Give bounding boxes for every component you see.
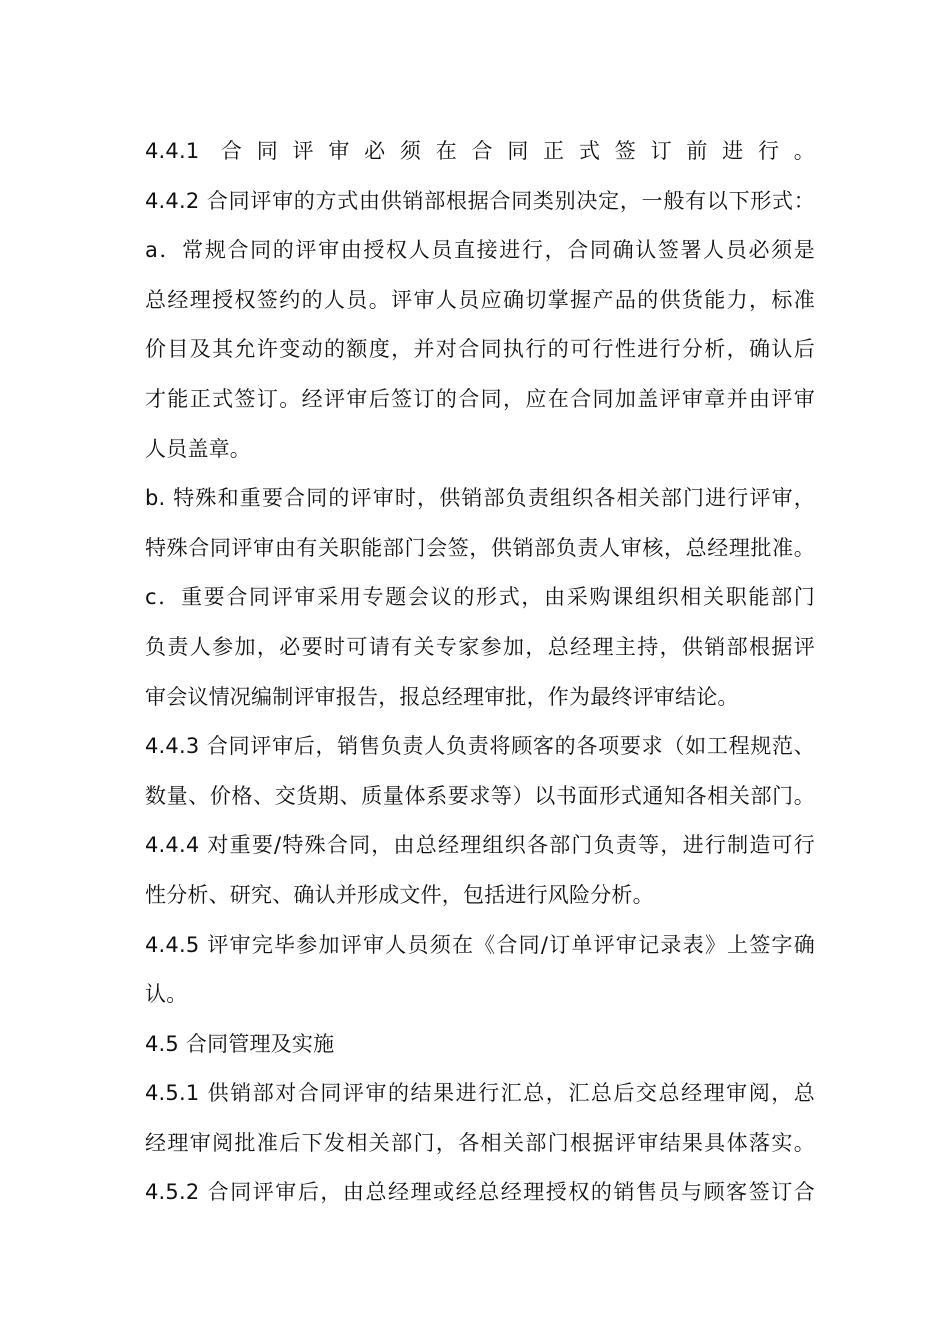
text-line-4-4-4-1: 4.4.4 对重要/特殊合同，由总经理组织各部门负责等，进行制造可行 bbox=[145, 833, 815, 858]
text-line-item-b-2: 特殊合同评审由有关职能部门会签，供销部负责人审核，总经理批准。 bbox=[145, 535, 815, 560]
text-line-4-4-2: 4.4.2 合同评审的方式由供销部根据合同类别决定，一般有以下形式： bbox=[145, 188, 815, 213]
text-line-item-c-1: c．重要合同评审采用专题会议的形式，由采购课组织相关职能部门 bbox=[145, 585, 815, 610]
text-line-item-b-1: b. 特殊和重要合同的评审时，供销部负责组织各相关部门进行评审， bbox=[145, 486, 815, 511]
text-line-4-4-3-1: 4.4.3 合同评审后，销售负责人负责将顾客的各项要求（如工程规范、 bbox=[145, 734, 815, 759]
text-line-4-4-4-2: 性分析、研究、确认并形成文件，包括进行风险分析。 bbox=[145, 882, 654, 907]
text-line-4-4-1: 4.4.1 合同评审必须在合同正式签订前进行。 bbox=[145, 139, 815, 163]
text-line-4-4-5-2: 认。 bbox=[145, 982, 188, 1007]
section-heading-4-5: 4.5 合同管理及实施 bbox=[145, 1031, 335, 1056]
text-line-4-5-2-1: 4.5.2 合同评审后，由总经理或经总经理授权的销售员与顾客签订合 bbox=[145, 1180, 815, 1205]
text-line-4-5-1-1: 4.5.1 供销部对合同评审的结果进行汇总，汇总后交总经理审阅，总 bbox=[145, 1081, 815, 1106]
text-line-4-4-3-2: 数量、价格、交货期、质量体系要求等）以书面形式通知各相关部门。 bbox=[145, 783, 815, 808]
document-body bbox=[145, 127, 815, 1218]
text-line-item-c-2: 负责人参加，必要时可请有关专家参加，总经理主持，供销部根据评 bbox=[145, 634, 815, 659]
text-line-item-a-5: 人员盖章。 bbox=[145, 436, 251, 461]
text-line-item-a-4: 才能正式签订。经评审后签订的合同，应在合同加盖评审章并由评审 bbox=[145, 386, 815, 411]
text-line-4-5-1-2: 经理审阅批准后下发相关部门，各相关部门根据评审结果具体落实。 bbox=[145, 1130, 815, 1155]
text-line-item-a-1: a．常规合同的评审由授权人员直接进行，合同确认签署人员必须是 bbox=[145, 238, 815, 263]
text-line-item-c-3: 审会议情况编制评审报告，报总经理审批，作为最终评审结论。 bbox=[145, 684, 739, 709]
text-line-item-a-3: 价目及其允许变动的额度，并对合同执行的可行性进行分析，确认后 bbox=[145, 337, 815, 362]
text-line-item-a-2: 总经理授权签约的人员。评审人员应确切掌握产品的供货能力，标准 bbox=[145, 287, 815, 312]
text-line-4-4-5-1: 4.4.5 评审完毕参加评审人员须在《合同/订单评审记录表》上签字确 bbox=[145, 932, 815, 957]
